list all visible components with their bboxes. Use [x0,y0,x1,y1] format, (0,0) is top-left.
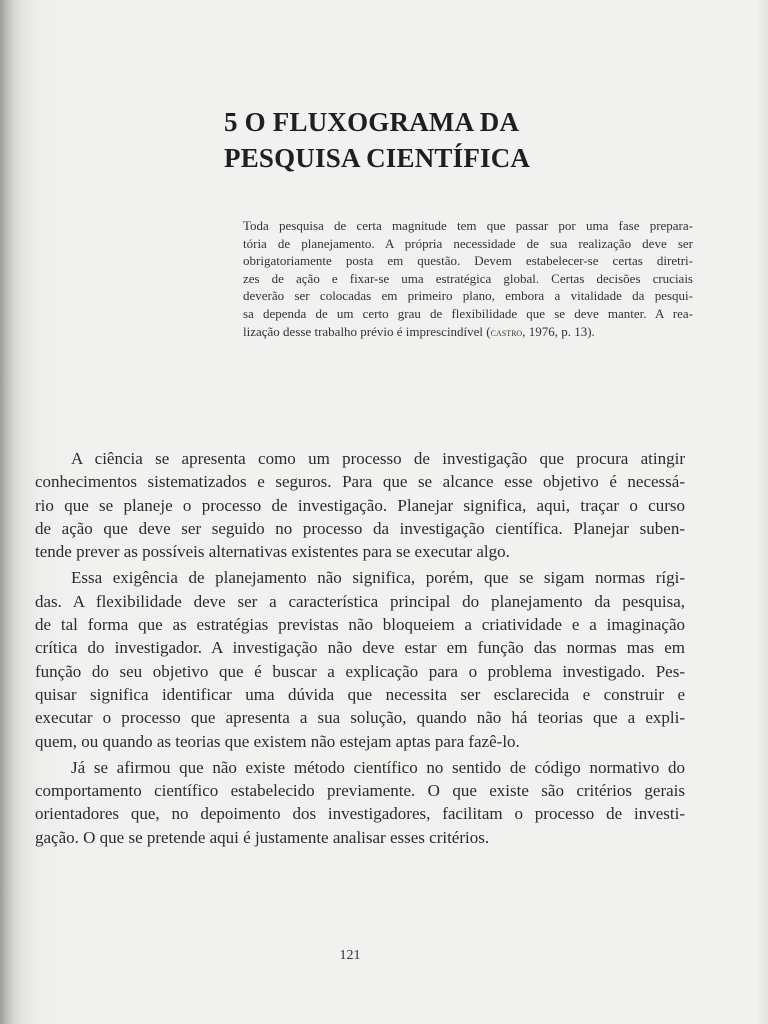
epigraph-line: Toda pesquisa de certa magnitude tem que passar por uma fase prepara- [243,218,693,233]
epigraph-line: sa dependa de um certo grau de flexibilidade que se deve manter. A rea- [243,305,693,321]
paragraph-line: de tal forma que as estratégias previstas não bloqueiem a criatividade e a imaginação [35,615,685,635]
paragraph-2 [35,566,685,752]
epigraph-line: obrigatoriamente posta em questão. Devem estabelecer-se certas diretri- [243,253,693,269]
chapter-title [224,104,530,176]
paragraph-line: executar o processo que apresenta a sua solução, quando não há teorias que a expli- [35,708,685,728]
epigraph-line: zes de ação e fixar-se uma estratégica global. Certas decisões cruciais [243,270,693,286]
citation-details: , 1976, p. 13). [522,323,595,339]
paragraph-line: função do seu objetivo que é buscar a explicação para o problema investigado. Pes- [35,661,685,681]
paragraph-line: quisar significa identificar uma dúvida que necessita ser esclarecida e construir e [35,684,685,704]
epigraph-line-text: lização desse trabalho prévio é imprescindível ( [243,323,491,339]
epigraph-line: deverão ser colocadas em primeiro plano, embora a vitalidade da pesqui- [243,288,693,304]
citation-author: castro [490,324,523,339]
page-number: 121 [339,948,361,963]
body-text [35,447,685,852]
paragraph-line: A ciência se apresenta como um processo de investigação que procura atingir [71,449,685,468]
paragraph-line: quem, ou quando as teorias que existem não estejam aptas para fazê-lo. [35,731,520,751]
paragraph-1 [35,447,685,563]
epigraph-quote [243,217,693,341]
paragraph-3 [35,756,685,849]
paragraph-line: Essa exigência de planejamento não significa, porém, que se sigam normas rígi- [71,568,685,588]
paragraph-line: comportamento científico estabelecido previamente. O que existe são critérios gerais [35,781,685,801]
paragraph-line: de ação que deve ser seguido no processo da investigação científica. Planejar suben- [35,518,685,538]
epigraph-line: tória de planejamento. A própria necessidade de sua realização deve ser [243,235,693,251]
chapter-title-line-1: 5 O FLUXOGRAMA DA [224,107,520,137]
epigraph-last-line [243,323,693,342]
paragraph-line: Já se afirmou que não existe método científico no sentido de código normativo do [71,757,685,777]
paragraph-line: conhecimentos sistematizados e seguros. Para que se alcance esse objetivo é necessá- [35,472,685,492]
paragraph-line: orientadores que, no depoimento dos investigadores, facilitam o processo de investi- [35,804,685,824]
paragraph-line: tende prever as possíveis alternativas existentes para se executar algo. [35,542,510,562]
chapter-title-line-2: PESQUISA CIENTÍFICA [224,143,531,173]
paragraph-line: crítica do investigador. A investigação não deve estar em função das normas mas em [35,638,685,658]
paragraph-line: gação. O que se pretende aqui é justamente analisar esses critérios. [35,827,490,847]
paragraph-line: das. A flexibilidade deve ser a característica principal do planejamento da pesquisa, [35,591,685,611]
paragraph-line: rio que se planeje o processo de investigação. Planejar significa, aqui, traçar o curso [35,495,685,515]
